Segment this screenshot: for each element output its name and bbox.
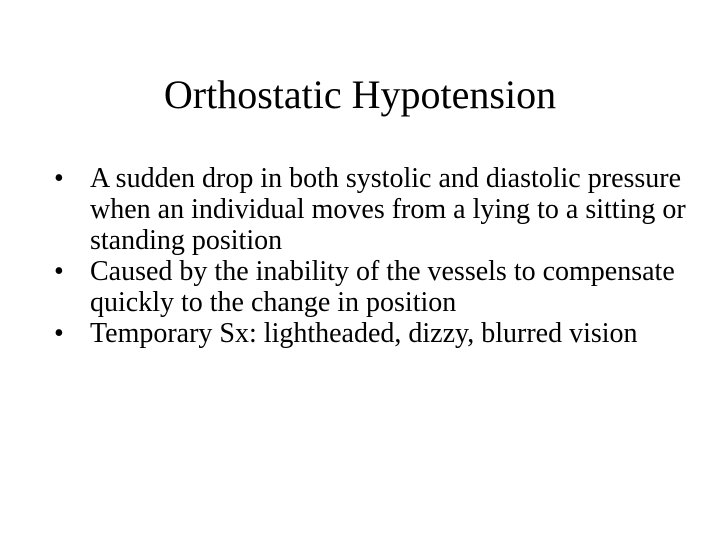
slide-title: Orthostatic Hypotension <box>163 72 557 117</box>
bullet-text: A sudden drop in both systolic and diastolic pressure when an individual moves from a lying to a sitting or standing position <box>90 163 686 256</box>
bullet-text: Temporary Sx: lightheaded, dizzy, blurred vision <box>90 318 638 349</box>
bullet-text: Caused by the inability of the vessels to compensate quickly to the change in position <box>90 256 675 318</box>
bullet-marker: • <box>54 163 64 194</box>
bullet-item <box>54 163 694 256</box>
bullet-marker: • <box>54 318 64 349</box>
bullet-marker: • <box>54 256 64 287</box>
bullet-list <box>54 163 694 349</box>
bullet-item <box>54 256 694 318</box>
bullet-item <box>54 318 694 349</box>
